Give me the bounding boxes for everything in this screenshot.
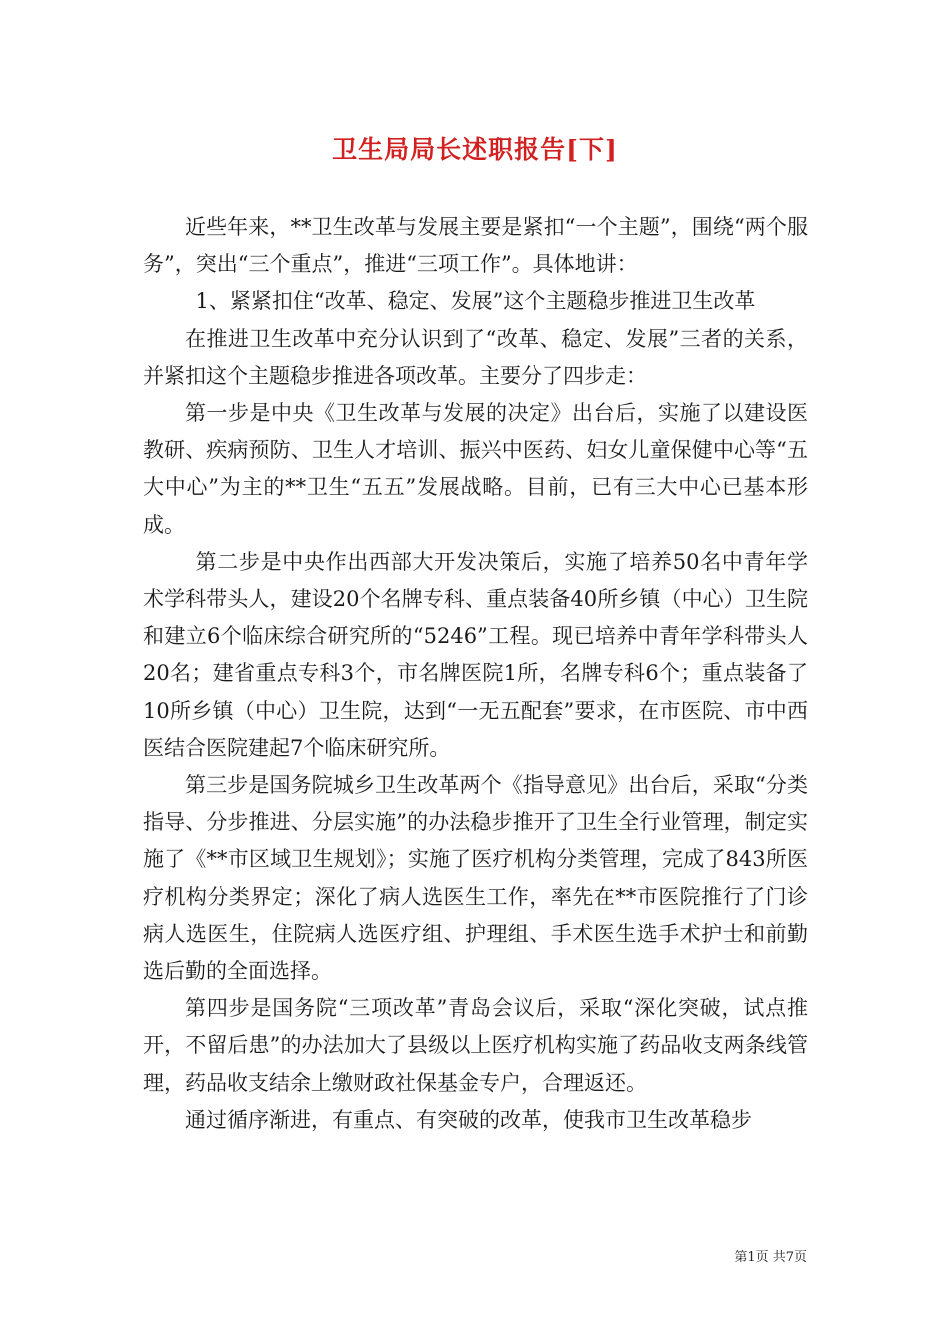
document-body xyxy=(143,209,808,1139)
paragraph-overview: 在推进卫生改革中充分认识到了“改革、稳定、发展”三者的关系，并紧扣这个主题稳步推进各项改革。主要分了四步走： xyxy=(143,326,808,388)
paragraph-intro: 近些年来，**卫生改革与发展主要是紧扣“一个主题”，围绕“两个服务”，突出“三个重点”，推进“三项工作”。具体地讲： xyxy=(143,215,808,277)
document-title: 卫生局局长述职报告[下] xyxy=(332,135,618,164)
paragraph-step-two: 第二步是中央作出西部大开发决策后，实施了培养50名中青年学术学科带头人，建设20个名牌专科、重点装备40所乡镇（中心）卫生院和建立6个临床综合研究所的“5246”工程。现已培养中青年学科带头人20名；建省重点专科3个，市名牌医院1所，名牌专科6个；重点装备了10所乡镇（中心）卫生院，达到“一无五配套”要求，在市医院、市中西医结合医院建起7个临床研究所。 xyxy=(143,549,808,760)
page-number: 第1页 共7页 xyxy=(734,1250,807,1265)
paragraph-step-one: 第一步是中央《卫生改革与发展的决定》出台后，实施了以建设医教研、疾病预防、卫生人才培训、振兴中医药、妇女儿童保健中心等“五大中心”为主的**卫生“五五”发展战略。目前，已有三大中心已基本形成。 xyxy=(143,401,808,537)
paragraph-section-heading: 1、紧紧扣住“改革、稳定、发展”这个主题稳步推进卫生改革 xyxy=(195,289,756,314)
paragraph-step-three: 第三步是国务院城乡卫生改革两个《指导意见》出台后，采取“分类指导、分步推进、分层实施”的办法稳步推开了卫生全行业管理，制定实施了《**市区域卫生规划》；实施了医疗机构分类管理，完成了843所医疗机构分类界定；深化了病人选医生工作，率先在**市医院推行了门诊病人选医生，住院病人选医疗组、护理组、手术医生选手术护士和前勤选后勤的全面选择。 xyxy=(143,773,808,984)
paragraph-conclusion: 通过循序渐进，有重点、有突破的改革，使我市卫生改革稳步 xyxy=(185,1107,752,1132)
paragraph-step-four: 第四步是国务院“三项改革”青岛会议后，采取“深化突破，试点推开，不留后患”的办法加大了县级以上医疗机构实施了药品收支两条线管理，药品收支结余上缴财政社保基金专户，合理返还。 xyxy=(143,996,808,1095)
